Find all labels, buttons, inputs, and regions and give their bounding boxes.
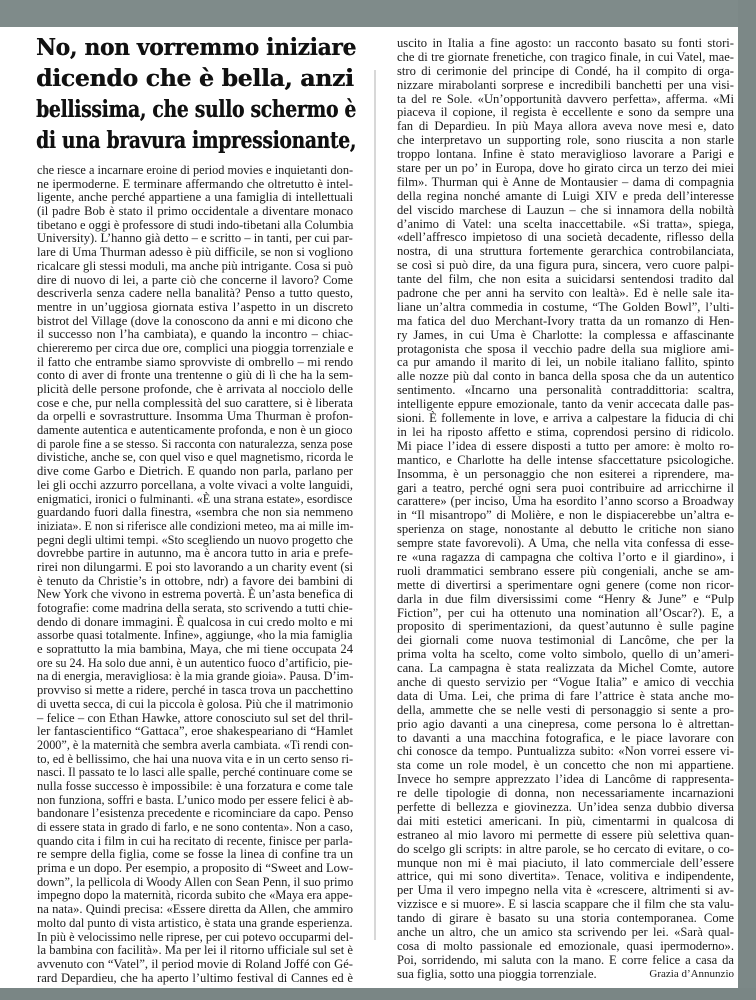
text-line: ma fatica del duo Merchant-Ivory tratta da un romanzo di Hen- [397, 313, 734, 328]
text-line: down”, la pellicola di Woody Allen con Sean Penn, il suo primo [37, 874, 354, 889]
text-line: ruoli drammatici sembrano essere più congeniali, anche se am- [397, 563, 734, 578]
text-line: Insomma, è un personaggio che non esiterei a riprendere, ma- [397, 466, 734, 481]
text-line: do scelgo gli scripts: in altre parole, se ho cercato di evitare, o co- [397, 841, 734, 856]
text-line: liane un’altra commedia in costume, “The Golden Bowl”, l’ulti- [397, 299, 734, 314]
text-line: del viscido marchese di Lauzun – che si innamora della nobiltà [397, 202, 734, 217]
text-line: mantico, e Charlotte ha delle intense sfaccettature psicologiche. [397, 452, 734, 467]
text-line: della, ammette che se nelle vesti di personaggio si sente a pro- [397, 702, 734, 717]
text-line: assorbe quasi totalmente. Infine», aggiunge, «ho la mia famiglia [37, 628, 353, 643]
text-line: prio agio davanti a una cinepresa, come persona lo è altrettan- [397, 716, 734, 731]
text-line: guardando fuori dalla finestra, «sembra che non sia nemmeno [37, 505, 353, 520]
text-line: re delle tipologie di donna, non necessariamente incarnazioni [397, 786, 734, 801]
text-line: il fatto che entrambe siamo sprovviste di ombrello – mi rendo [37, 354, 353, 369]
text-line: dai miti estetici americani. In più, cimentarmi in qualcosa di [397, 813, 734, 828]
text-line: ore su 24. Ha solo due anni, è un autentico fuoco d’artificio, pie- [37, 655, 353, 670]
text-line: prima e un dopo. Per esempio, a proposito di “Sweet and Low- [37, 861, 354, 876]
headline-line: No, non vorremmo iniziare [36, 33, 356, 61]
text-line: munque non mi è mai piaciuto, il lato commerciale dell’essere [397, 855, 734, 870]
text-line: dendo di donare immagini. È qualcosa in cui credo molto e mi [37, 614, 353, 629]
text-line: estraneo al mio lavoro mi permette di essere più selettiva quan- [397, 827, 734, 842]
text-line: piaceva il copione, il regista è eccellente e sono da sempre una [397, 105, 734, 120]
text-line: enigmatici, ironici o fulminanti. «È una strana estate», esordisce [37, 491, 353, 506]
text-line: di uvetta secca, di cui la piccola è golosa. Più che il matrimonio [37, 696, 354, 711]
text-line: dive come Garbo e Dietrich. E quando non parla, parlano per [37, 464, 353, 479]
text-line: Mi piace l’idea di essere disposti a tutto per amore: è molto ro- [397, 438, 734, 453]
text-line: to davanti a una macchina fotografica, e le piace lavorare con [397, 730, 734, 745]
text-line: uscito in Italia a fine agosto: un racconto basato su fonti stori- [397, 36, 734, 50]
text-line: proposito di sperimentazioni, da quest’autunno è sulle pagine [397, 619, 734, 634]
scan-border-right [738, 0, 756, 1000]
article-column-right [397, 37, 734, 982]
text-line: re sempre della figlia, come se fosse la linea di confine tra un [37, 847, 353, 862]
text-line: fotografie: come madrina della serata, sto scrivendo a tutti chie- [37, 601, 353, 615]
text-line: divistiche, anche se, con quel viso e quel magnetismo, ricorda le [37, 450, 354, 465]
text-line: che di tre giornate frenetiche, con tragico finale, in cui Vatel, mae- [397, 49, 734, 64]
text-line: alle nozze più dal conto in banca della sposa che da un autentico [397, 369, 734, 384]
text-line: ry James, in cui Uma è Charlotte: la complessa e affascinante [397, 327, 734, 342]
text-line: avvenuto con “Vatel”, il period movie di Roland Joffé con Gé- [37, 956, 353, 971]
text-line: nulla fosse successo è impossibile: è una forzatura e come tale [37, 778, 353, 793]
text-line: nasci. Il passato te lo lasci alle spalle, perché continuare come se [37, 765, 353, 780]
text-line: che riesce a incarnare eroine di period movies e inquietanti don- [37, 163, 354, 177]
text-line: per Uma il vero impegno nella vita è «crescere, altrimenti si av- [397, 883, 734, 898]
text-line: chi conosce da tempo. Puntualizza subito: «Non vorrei essere vi- [397, 744, 734, 759]
text-line: molto dal punto di vista artistico, è stata una grande esperienza. [37, 915, 353, 930]
text-line: Invece ho sempre apprezzato l’idea di Lancôme di rappresenta- [397, 772, 734, 787]
text-line: e soprattutto la mia bambina, Maya, che mi tiene occupata 24 [37, 642, 353, 657]
text-line: re «una ragazza di campagna che coltiva l’orto e il giardino», i [397, 549, 734, 564]
text-line: In più è velocissimo nelle riprese, per cui potevo occuparmi del- [37, 929, 354, 944]
text-line: sperienza on stage, nonostante al debutto le critiche non siano [397, 522, 734, 537]
text-line: provviso si mette a ridere, perché in tasca trova un pacchettino [37, 683, 353, 698]
text-line: se così si può dire, da una figura pura, sincera, vero cuore palpi- [397, 258, 734, 273]
author-byline: Grazia d’Annunzio [649, 967, 734, 980]
text-line: d’animo di Vatel: una scelta inaccettabile. «Si tratta», spiega, [397, 216, 734, 231]
text-line: carattere» (per inciso, Uma ha esordito l’anno scorso a Broadway [397, 494, 734, 509]
text-line: lare di Uma Thurman adesso è più difficile, se non si vogliono [37, 245, 353, 260]
text-line: bistrot del Village (dove la conoscono da anni e mi dicono che [37, 313, 353, 328]
page-fold-line [374, 70, 376, 940]
text-line: tando di girare è basato su una storia contemporanea. Come [397, 911, 734, 926]
text-line: descriverla senza cadere nella banalità? Penso a tutto questo, [37, 286, 353, 301]
text-line: ler fantascientifico “Gattaca”, eroe shakespeariano di “Hamlet [37, 724, 353, 739]
text-line: di parole fine a se stesso. Si racconta con naturalezza, senza pose [37, 436, 353, 451]
scan-border-bottom [0, 988, 756, 1000]
text-line: iniziata». E non si riferisce alle condizioni meteo, ma ai mille im- [37, 518, 354, 533]
text-line: il successo non l’ha cambiata), e quando la incontro – chiac- [37, 327, 353, 342]
text-line: ligente, anche perché appartiene a una famiglia di intellettuali [37, 190, 353, 205]
text-line: bandonare l’esistenza precedente e ricominciare da capo. Penso [37, 806, 354, 821]
text-line: na di energia, meravigliosa: è la mia grande gioia». Pausa. D’im- [37, 669, 354, 684]
text-line: tibetano e oggi è professore di studi indo-tibetani alla Columbia [37, 217, 354, 232]
headline [36, 32, 356, 156]
text-line: nostra, di una struttura fortemente gerarchica controbilanciata, [397, 244, 734, 259]
text-line: Fiction”, per cui ha ottenuto una nomination all’Oscar?). E, a [397, 605, 734, 620]
text-line: data di Uma. Lei, che prima di fare l’attrice è stata anche mo- [397, 688, 734, 703]
text-line: cose e che, pur nella complessità del suo carattere, si è liberata [37, 395, 353, 410]
text-line: damente autentica e autenticamente profonda, e non è un gioco [37, 423, 353, 438]
text-line: na nata». Quindi precisa: «Essere diretta da Allen, che ammiro [37, 902, 353, 917]
text-line: conto di aver di fronte una trentenne o giù di lì che ha la sem- [37, 368, 353, 383]
text-line: ne ipermoderne. E terminare affermando che oltretutto è intel- [37, 176, 353, 191]
text-line: in “Il misantropo” di Molière, e non le dispiacerebbe un’altra e- [397, 508, 734, 523]
text-line: fan di Depardieu. In più Maya allora aveva nove mesi e, dato [397, 119, 734, 134]
headline-line: dicendo che è bella, anzi [36, 64, 354, 92]
text-line: sta come un role model, è un concetto che non mi appartiene. [397, 758, 734, 773]
article-column-left [37, 164, 353, 985]
text-line: New York che vivono in estrema povertà. È un’asta benefica di [37, 587, 354, 602]
text-line: chiereremo per circa due ore, complici una pioggia torrenziale e [37, 340, 354, 355]
text-line: «dell’affresco impietoso di una società decadente, riflesso della [397, 230, 734, 245]
text-line: Poi, sorridendo, mi saluta con la mano. E corre felice a casa da [397, 952, 734, 967]
text-line: tante del film, che non esita a suicidarsi sentendosi tradito dal [397, 272, 734, 287]
text-line: cosa di molto passionale ed emozionale, quasi ipermoderno». [397, 938, 734, 953]
text-line: la bambina con facilità». Ma per lei il ritorno ufficiale sul set è [37, 943, 353, 958]
text-line: gari a teatro, perché ogni sera puoi contribuire ad arricchirne il [397, 480, 734, 495]
text-line: anche un altro, che un amico sta scrivendo per lei. «Sarà qual- [397, 925, 734, 939]
headline-line: bellissima, che sullo schermo è [36, 95, 356, 123]
text-line: padrone che per anni ha servito con lealtà». Ed è nelle sale ita- [397, 286, 734, 301]
text-line: nizzare mirabolanti sorprese e incredibili banchetti per una visi- [397, 77, 734, 92]
text-line: della regina nonché amante di Luigi XIV e preda dell’interesse [397, 188, 734, 203]
text-line: è tenuto da Christie’s in ottobre, ndr) a favore dei bambini di [37, 573, 353, 588]
text-line: mette di divertirsi a sperimentare ogni genere (come non ricor- [397, 577, 734, 592]
text-line: dire di nuovo di lei, a parte ciò che concerne il lavoro? Come [37, 272, 353, 287]
text-line: non funziona, soffri e basta. L’unico modo per essere felici è ab- [37, 792, 354, 807]
text-line: impegno dopo la maternità, ricorda subito che «Maya era appe- [37, 888, 353, 903]
text-line: (il padre Bob è stato il primo occidentale a diventare monaco [37, 204, 353, 219]
text-line: sioni. È follemente in love, e arriva a calpestare la fiducia di chi [397, 411, 734, 426]
text-line: stro di cerimonie del principe di Condé, ha il compito di orga- [397, 63, 734, 78]
text-line: attrice, qui mi sono divertita». Tenace, volitiva e indipendente, [397, 869, 734, 884]
text-line: intelligente eppure emozionale, tanto da venir accecata dalle pas- [397, 397, 734, 412]
text-line: University). L’hanno già detto – e scritto – in tanti, per cui par- [37, 231, 353, 246]
text-line: cana. La campagna è stata realizzata da Michel Comte, autore [397, 661, 734, 676]
text-line: da orpelli e sovrastrutture. Insomma Uma Thurman è profon- [37, 409, 353, 424]
text-line: ricalcare gli stessi moduli, ma anche più intrigante. Cosa si può [37, 258, 353, 273]
text-line: vizzisce e si muore». E si lascia scappare che il film che sta valu- [397, 897, 734, 912]
text-line: lei gli occhi azzurro porcellana, a volte vivaci a volte languidi, [37, 477, 353, 492]
text-line: mentre in un’uggiosa giornata estiva l’aspetto in un discreto [37, 299, 353, 314]
headline-line: di una bravura impressionante, [36, 126, 356, 154]
text-line: anche di questo servizio per “Vogue Italia” e amico di vecchia [397, 674, 734, 689]
text-line: to, ed è bellissimo, che hai una nuova vita e in un certo senso ri- [37, 751, 354, 766]
text-line: dei giornali come nuova testimonial di Lancôme, che per la [397, 633, 734, 648]
text-line: pegni degli ultimi tempi. «Sto scegliendo un nuovo progetto che [37, 532, 353, 547]
text-line: in lei ha riposto affetto e stima, coprendosi persino di ridicolo. [397, 424, 734, 439]
text-line: quando cita i film in cui ha recitato di recente, finisce per parla- [37, 833, 353, 848]
text-line: che interpretavo un supporting role, sono riuscita a non starle [397, 133, 734, 148]
text-line: di essere stata in grado di farlo, e ne sono contenta». Non a caso, [37, 820, 353, 834]
text-line: ta del re Sole. «Un’opportunità davvero perfetta», afferma. «Mi [397, 91, 734, 106]
scan-border-top [0, 0, 756, 27]
text-line: stare per un po’ in Europa, dove ho girato circa un terzo dei miei [397, 161, 734, 176]
text-line: ca pur amando il marito di lei, un nobile italiano fallito, spinto [397, 355, 734, 370]
text-line: darla in due film diversissimi come “Henry & June” e “Pulp [397, 591, 734, 606]
text-line: rard Depardieu, che ha aperto l’ultimo festival di Cannes ed è [37, 970, 353, 985]
final-line-row [397, 968, 734, 982]
text-line: 2000”, è la maternità che sembra averla cambiata. «Ti rendi con- [37, 737, 354, 752]
text-line: dovrebbe partire in autunno, ma è ancora tutto in aria e prefe- [37, 546, 353, 561]
text-line: sempre state favorevoli). A Uma, che nella vita confessa di esse- [397, 536, 734, 551]
article-final-line: sua figlia, sotto una pioggia torrenziale. [397, 966, 597, 981]
text-line: sentimento. «Incarno una personalità contraddittoria: scaltra, [397, 383, 734, 398]
text-line: protagonista che sposa il vecchio padre della sua migliore ami- [397, 341, 734, 356]
text-line: troppo lontana. Infine è stato meraviglioso lavorare a Parigi e [397, 147, 734, 162]
text-line: plicità delle persone profonde, che è arrivata al nocciolo delle [37, 382, 353, 396]
text-line: prima volta ha scelto, come volto simbolo, quello di un’ameri- [397, 647, 734, 662]
text-line: film». Thurman qui è Anne de Montausier – dama di compagnia [397, 174, 734, 189]
text-line: – felice – con Ethan Hawke, attore conosciuto sul set del thril- [37, 710, 353, 725]
text-line: rirei non dilungarmi. E poi sto lavorando a un charity event (si [37, 559, 353, 574]
text-line: perfette di bellezza e giovinezza. Un’idea senza dubbio diversa [397, 799, 734, 814]
